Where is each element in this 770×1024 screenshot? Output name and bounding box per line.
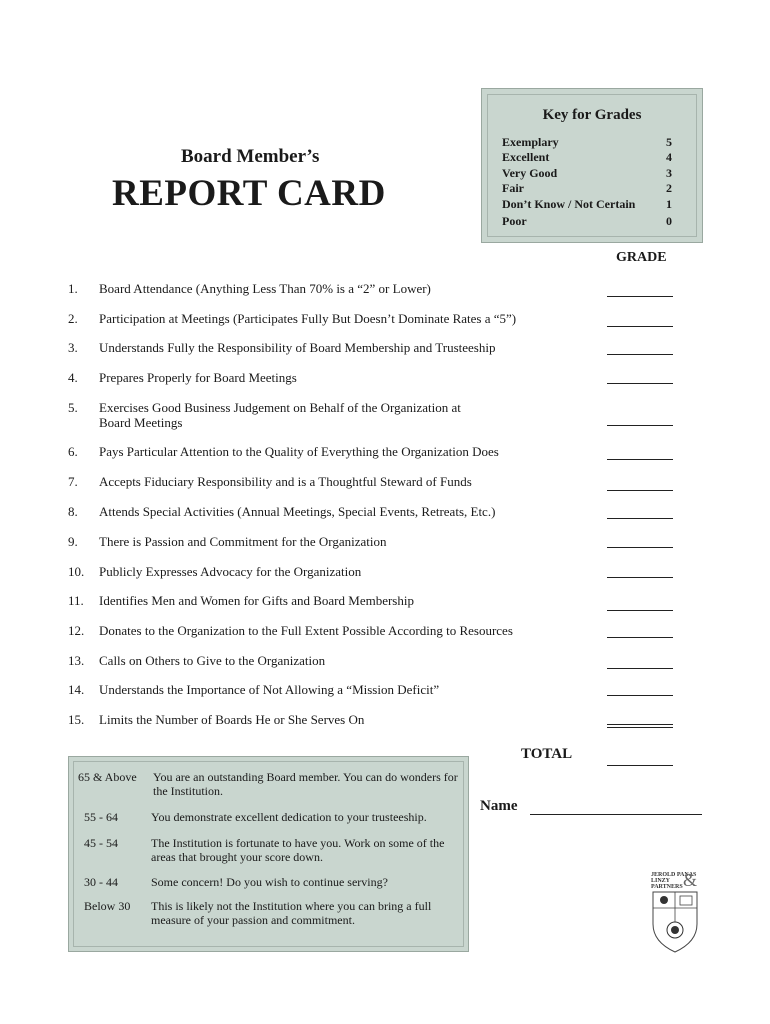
grade-key-row [502, 197, 672, 213]
score-description: Some concern! Do you wish to continue serving? [151, 875, 388, 889]
document-subtitle: Board Member’s [181, 146, 320, 167]
criteria-text: Understands the Importance of Not Allowing a “Mission Deficit” [99, 682, 440, 697]
score-range: Below 30 [84, 899, 131, 913]
criteria-number: 10. [68, 564, 85, 579]
total-label: TOTAL [521, 746, 573, 762]
logo-text-line: JEROLD PANAS [651, 872, 697, 878]
criteria-text: Understands Fully the Responsibility of Board Membership and Trusteeship [99, 340, 496, 355]
grade-blank[interactable] [607, 425, 673, 426]
criteria-number: 5. [68, 400, 78, 415]
criteria-text: Accepts Fiduciary Responsibility and is a Thoughtful Steward of Funds [99, 474, 472, 489]
criteria-number: 12. [68, 623, 85, 638]
grade-key-value: 3 [666, 166, 672, 180]
grade-key-label: Exemplary [502, 135, 559, 149]
criteria-number: 2. [68, 311, 78, 326]
criteria-text: Prepares Properly for Board Meetings [99, 370, 297, 385]
score-range: 55 - 64 [84, 810, 118, 824]
grade-blank[interactable] [607, 637, 673, 638]
criteria-number: 9. [68, 534, 78, 549]
grade-column-header: GRADE [616, 250, 667, 265]
grade-key-title: Key for Grades [542, 107, 642, 123]
grade-key-row [502, 214, 672, 230]
grade-key-row [502, 135, 672, 151]
criteria-text: Participation at Meetings (Participates Fully But Doesn’t Dominate Rates a “5”) [99, 311, 517, 326]
criteria-text: Pays Particular Attention to the Quality of Everything the Organization Does [99, 444, 499, 459]
grade-blank[interactable] [607, 383, 673, 384]
criteria-number: 6. [68, 444, 78, 459]
logo-text-line: PARTNERS [651, 884, 683, 890]
grade-key-row [502, 181, 672, 197]
grade-key-row [502, 150, 672, 166]
score-description: The Institution is fortunate to have you. Work on some of the areas that brought your score down. [151, 836, 445, 864]
criteria-number: 7. [68, 474, 78, 489]
score-range: 45 - 54 [84, 836, 118, 850]
criteria-text: Limits the Number of Boards He or She Serves On [99, 712, 365, 727]
score-description: You are an outstanding Board member. You can do wonders for the Institution. [153, 770, 458, 798]
total-blank[interactable] [607, 765, 673, 766]
criteria-text: Attends Special Activities (Annual Meetings, Special Events, Retreats, Etc.) [99, 504, 496, 519]
grade-blank[interactable] [607, 610, 673, 611]
criteria-number: 8. [68, 504, 78, 519]
criteria-text: Board Attendance (Anything Less Than 70% is a “2” or Lower) [99, 281, 431, 296]
logo-ampersand: & [683, 870, 698, 890]
score-interpretation-box [68, 756, 469, 952]
grade-blank[interactable] [607, 547, 673, 548]
grade-blank[interactable] [607, 490, 673, 491]
grade-key-value: 1 [666, 197, 672, 211]
document-title: REPORT CARD [112, 173, 386, 214]
grade-key-label: Don’t Know / Not Certain [502, 197, 636, 211]
score-range: 65 & Above [78, 770, 137, 784]
criteria-number: 11. [68, 593, 84, 608]
criteria-number: 1. [68, 281, 78, 296]
criteria-text: Publicly Expresses Advocacy for the Organization [99, 564, 362, 579]
criteria-text: Identifies Men and Women for Gifts and Board Membership [99, 593, 414, 608]
grade-key-value: 2 [666, 181, 672, 195]
score-description: This is likely not the Institution where you can bring a full measure of your passion and commitment. [151, 899, 432, 927]
grade-key-inner-border [487, 94, 697, 237]
score-description: You demonstrate excellent dedication to your trusteeship. [151, 810, 427, 824]
grade-key-row [502, 166, 672, 182]
grade-blank[interactable] [607, 326, 673, 327]
grade-key-label: Fair [502, 181, 524, 195]
grade-blank[interactable] [607, 354, 673, 355]
criteria-number: 4. [68, 370, 78, 385]
grade-blank[interactable] [607, 459, 673, 460]
criteria-text: Calls on Others to Give to the Organization [99, 653, 326, 668]
company-logo [645, 866, 705, 956]
grade-key-label: Very Good [502, 166, 558, 180]
grade-key-value: 5 [666, 135, 672, 149]
criteria-text: Exercises Good Business Judgement on Behalf of the Organization at Board Meetings [99, 400, 461, 430]
criteria-number: 15. [68, 712, 85, 727]
criteria-text: Donates to the Organization to the Full Extent Possible According to Resources [99, 623, 513, 638]
logo-book-icon [680, 896, 692, 905]
criteria-number: 3. [68, 340, 78, 355]
grade-key-label: Poor [502, 214, 527, 228]
logo-bee-icon [660, 896, 668, 904]
grade-key-value: 0 [666, 214, 672, 228]
grade-blank[interactable] [607, 518, 673, 519]
grade-blank[interactable] [607, 668, 673, 669]
grade-key-label: Excellent [502, 150, 550, 164]
grade-blank[interactable] [607, 695, 673, 696]
grade-blank-double[interactable] [607, 724, 673, 728]
grade-key-box [481, 88, 703, 243]
criteria-number: 13. [68, 653, 85, 668]
logo-text-line: LINZY [651, 878, 671, 884]
criteria-text: There is Passion and Commitment for the Organization [99, 534, 387, 549]
name-blank[interactable] [530, 814, 702, 815]
criteria-number: 14. [68, 682, 85, 697]
grade-key-value: 4 [666, 150, 672, 164]
grade-blank[interactable] [607, 577, 673, 578]
score-range: 30 - 44 [84, 875, 118, 889]
grade-blank[interactable] [607, 296, 673, 297]
name-label: Name [480, 798, 518, 814]
